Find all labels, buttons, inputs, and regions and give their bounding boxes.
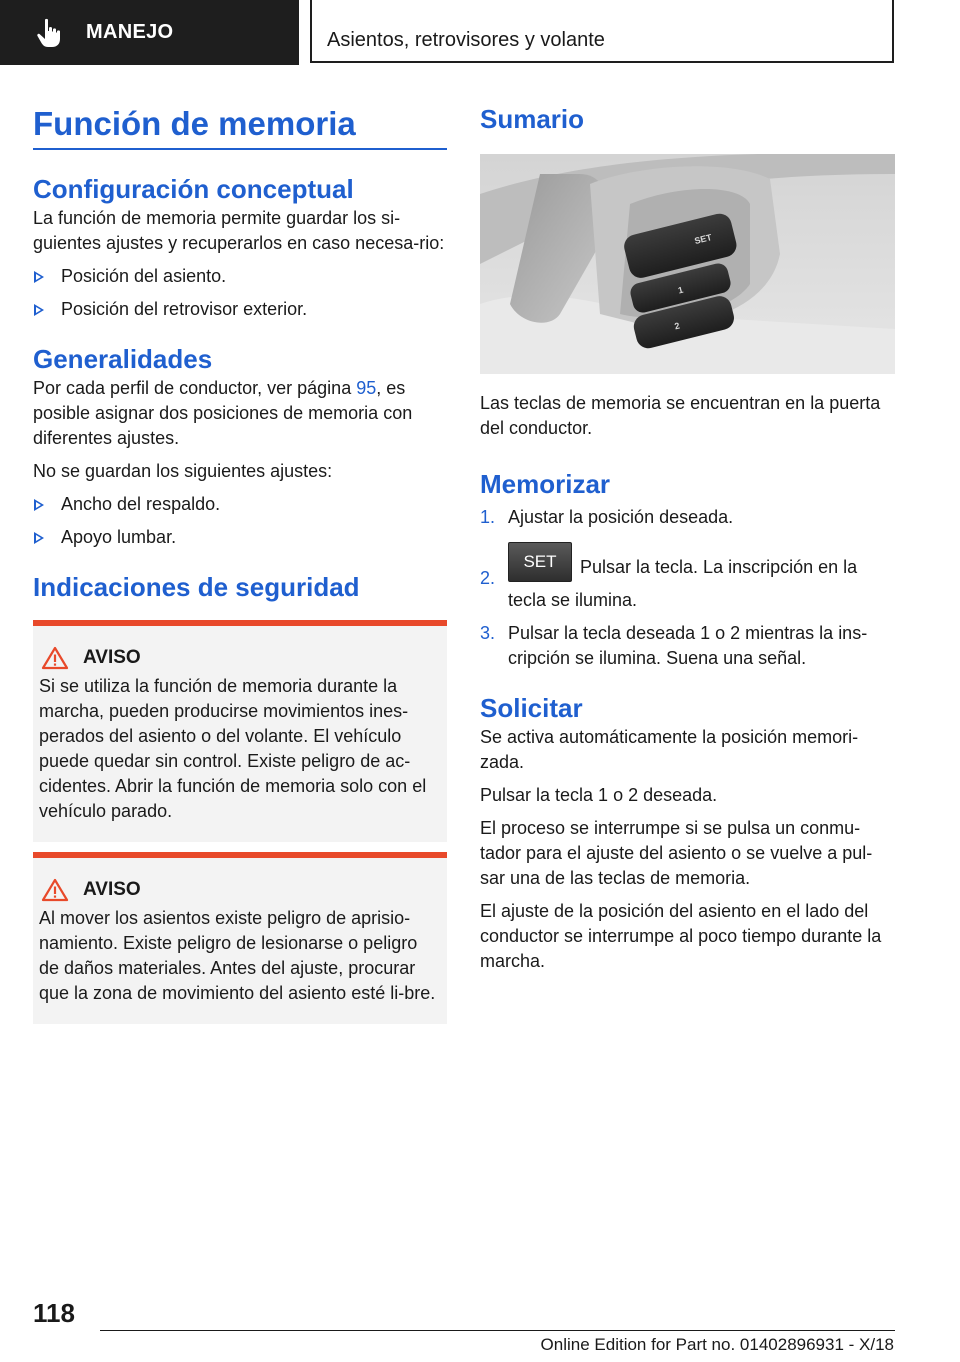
config-intro: La función de memoria permite guardar los si-guientes ajustes y recuperarlos en caso necesa-rio: <box>33 208 445 253</box>
footer-rule <box>100 1330 895 1331</box>
left-column <box>33 100 447 1024</box>
bullet-triangle-icon <box>34 532 44 544</box>
right-column <box>480 100 895 974</box>
step-item: 2. SET Pulsar la tecla. La inscripción en la tecla se ilumina. <box>480 546 895 613</box>
page-link[interactable]: 95 <box>356 378 377 398</box>
memory-buttons-photo <box>480 154 895 374</box>
heading-memorize: Memorizar <box>480 469 611 499</box>
request-paragraph: Se activa automáticamente la posición memori-zada. <box>480 727 859 772</box>
page-number: 118 <box>33 1298 75 1328</box>
heading-summary: Sumario <box>480 104 585 134</box>
step-item: 1. Ajustar la posición deseada. <box>480 507 734 527</box>
warning-box <box>33 620 447 842</box>
bullet-triangle-icon <box>34 271 44 283</box>
edition-info: Online Edition for Part no. 01402896931 - X/18 <box>540 1335 894 1354</box>
general-list <box>33 492 447 550</box>
list-item: Ancho del respaldo. <box>33 492 447 517</box>
request-paragraph: El proceso se interrumpe si se pulsa un conmu-tador para el ajuste del asiento o se vuelve a pul-sar una de las teclas de memoria. <box>480 818 873 888</box>
warning-text: Si se utiliza la función de memoria durante la marcha, pueden producirse movimientos ines-perados del asiento o del volante. El vehículo puede quedar sin control. Existe peligro de ac-cidentes. Abrir la función de memoria solo con el vehículo parado. <box>39 676 427 821</box>
warning-box <box>33 852 447 1024</box>
warning-triangle-icon <box>41 646 69 670</box>
request-paragraph: Pulsar la tecla 1 o 2 deseada. <box>480 785 718 805</box>
bullet-triangle-icon <box>34 304 44 316</box>
warning-label: AVISO <box>83 879 141 900</box>
bullet-triangle-icon <box>34 499 44 511</box>
list-item: Posición del asiento. <box>33 264 447 289</box>
list-item: Apoyo lumbar. <box>33 525 447 550</box>
heading-safety: Indicaciones de seguridad <box>33 572 360 602</box>
key-1-label: 1 <box>676 284 685 296</box>
chapter-header <box>310 0 894 63</box>
section-tab <box>0 0 299 65</box>
page-title: Función de memoria <box>33 105 356 142</box>
general-paragraph: Por cada perfil de conductor, ver página 95, es posible asignar dos posiciones de memoria con diferentes ajustes. <box>33 378 413 448</box>
hand-pointer-icon <box>36 17 64 49</box>
section-title: MANEJO <box>86 21 174 43</box>
set-key-label: SET <box>693 232 713 247</box>
general-paragraph-2: No se guardan los siguientes ajustes: <box>33 461 333 481</box>
photo-caption: Las teclas de memoria se encuentran en la puerta del conductor. <box>480 393 881 438</box>
warning-text: Al mover los asientos existe peligro de aprisio-namiento. Existe peligro de lesionarse o peligro de daños materiales. Antes del ajuste, procurar que la zona de movimiento del asiento esté li-bre. <box>39 908 436 1003</box>
heading-general: Generalidades <box>33 344 213 374</box>
config-list <box>33 264 447 322</box>
chapter-title: Asientos, retrovisores y volante <box>327 29 605 51</box>
warning-label: AVISO <box>83 647 141 668</box>
key-2-label: 2 <box>673 320 681 332</box>
list-item: Posición del retrovisor exterior. <box>33 297 447 322</box>
heading-config: Configuración conceptual <box>33 174 354 204</box>
title-rule <box>33 148 447 150</box>
step-item: 3. Pulsar la tecla deseada 1 o 2 mientras la ins-cripción se ilumina. Suena una señal. <box>480 623 868 668</box>
heading-request: Solicitar <box>480 693 583 723</box>
warning-triangle-icon <box>41 878 69 902</box>
set-key-icon: SET <box>508 542 572 582</box>
request-paragraph: El ajuste de la posición del asiento en el lado del conductor se interrumpe al poco tiempo durante la marcha. <box>480 901 882 971</box>
memorize-steps <box>480 505 895 671</box>
